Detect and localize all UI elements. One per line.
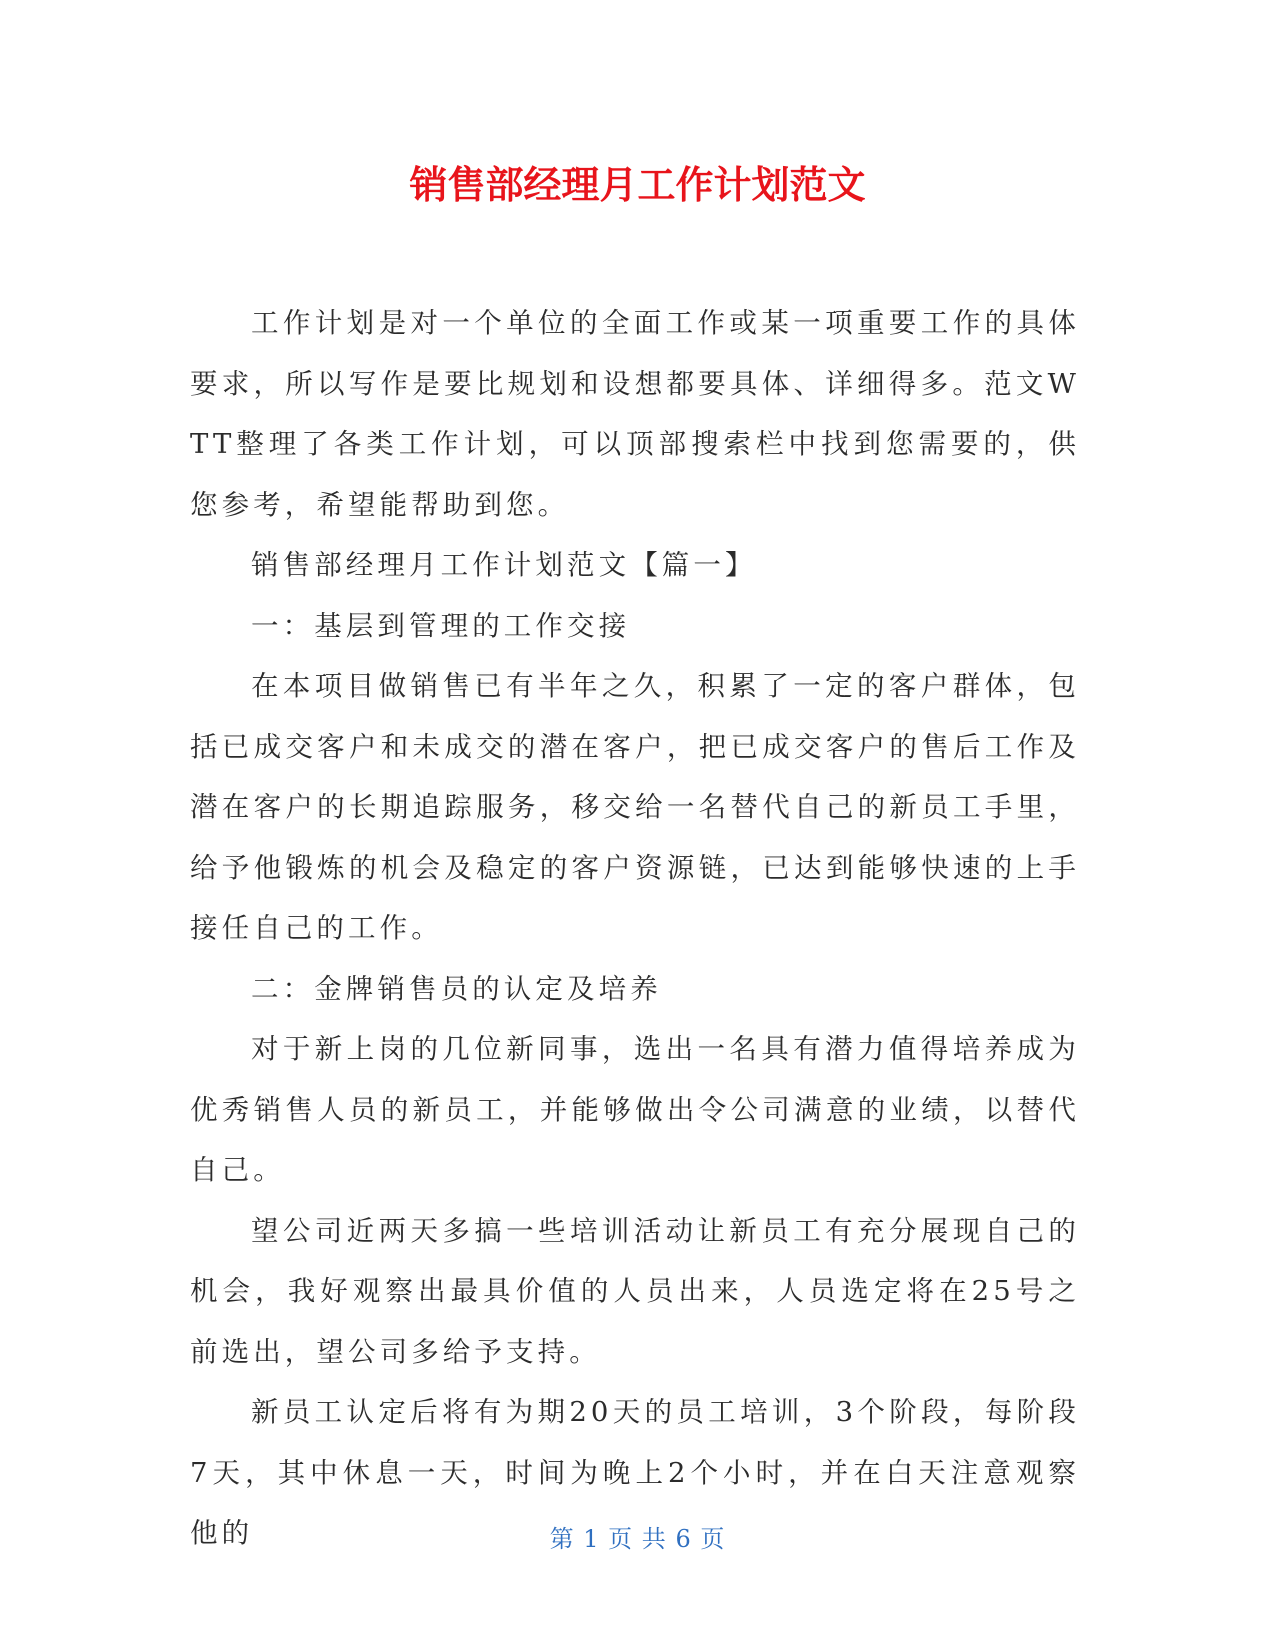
paragraph-training-plan: 新员工认定后将有为期20天的员工培训，3个阶段，每阶段7天，其中休息一天，时间为晚上2个小时，并在白天注意观察他的 [190, 1396, 1080, 1549]
document-title: 销售部经理月工作计划范文 [409, 163, 866, 207]
document-body [190, 293, 1080, 1564]
subheading-gold-sales: 二：金牌销售员的认定及培养 [251, 972, 662, 1005]
subheading-handover: 一：基层到管理的工作交接 [251, 609, 631, 642]
page-footer [0, 1524, 1275, 1554]
paragraph-intro: 工作计划是对一个单位的全面工作或某一项重要工作的具体要求，所以写作是要比规划和设想都要具体、详细得多。范文WTT整理了各类工作计划，可以顶部搜索栏中找到您需要的，供您参考，希望能帮助到您。 [190, 307, 1080, 521]
page-number: 第 1 页 共 6 页 [549, 1525, 726, 1553]
section-heading-part-one: 销售部经理月工作计划范文【篇一】 [251, 549, 757, 581]
paragraph-new-staff: 对于新上岗的几位新同事，选出一名具有潜力值得培养成为优秀销售人员的新员工，并能够做出令公司满意的业绩，以替代自己。 [190, 1033, 1080, 1186]
paragraph-handover: 在本项目做销售已有半年之久，积累了一定的客户群体，包括已成交客户和未成交的潜在客户，把已成交客户的售后工作及潜在客户的长期追踪服务，移交给一名替代自己的新员工手里，给予他锻炼的机会及稳定的客户资源链，已达到能够快速的上手接任自己的工作。 [190, 670, 1080, 944]
paragraph-training-request: 望公司近两天多搞一些培训活动让新员工有充分展现自己的机会，我好观察出最具价值的人员出来，人员选定将在25号之前选出，望公司多给予支持。 [190, 1214, 1080, 1368]
